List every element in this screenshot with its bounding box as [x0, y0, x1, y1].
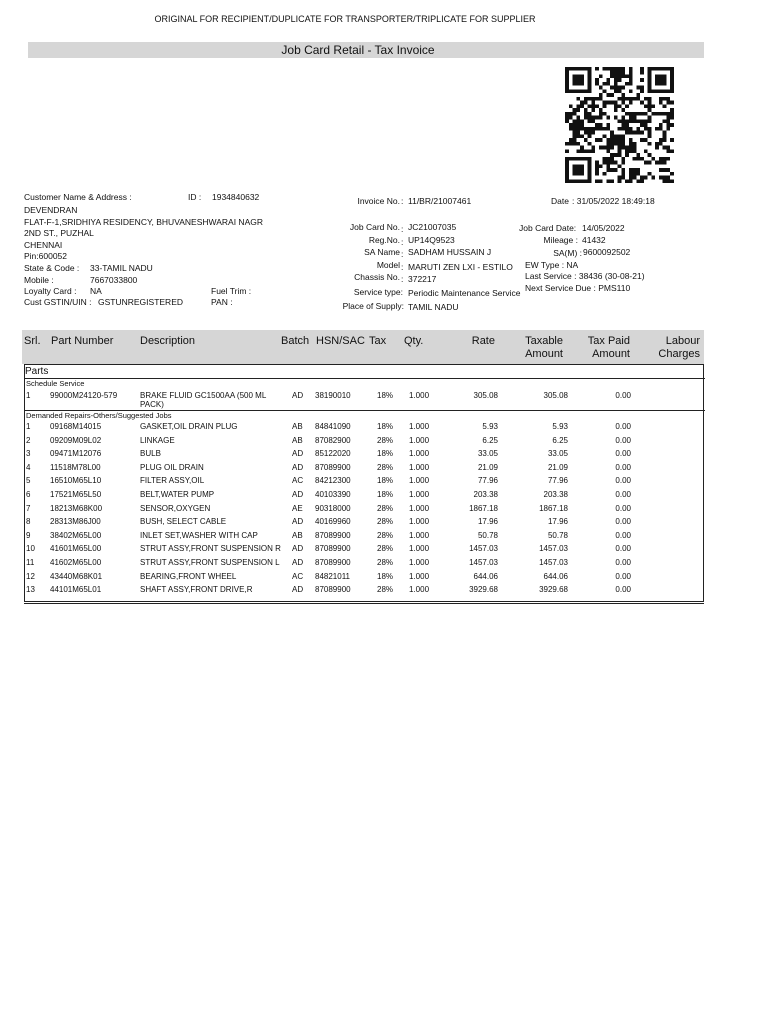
cell-srl: 3 [26, 449, 31, 459]
qr-code [565, 67, 674, 183]
cell-part: 43440M68K01 [50, 571, 103, 581]
cell-part: 41601M65L00 [50, 544, 102, 554]
cell-desc: BELT,WATER PUMP [140, 490, 215, 499]
cell-taxpaid: 0.00 [615, 517, 631, 527]
gstin-label: Cust GSTIN/UIN : [24, 297, 92, 307]
cell-part: 09209M09L02 [50, 435, 102, 445]
cell-hsn: 38190010 [315, 391, 351, 400]
chassis-label: Chassis No. [354, 272, 400, 282]
cell-tax: 28% [377, 530, 394, 540]
cell-batch: AD [292, 585, 304, 595]
col-batch: Batch [281, 335, 310, 347]
cell-batch: AC [292, 476, 304, 486]
cell-rate: 305.08 [473, 391, 498, 400]
table-row [25, 558, 705, 572]
customer-address-line2: 2ND ST., PUZHAL [24, 228, 94, 238]
cell-srl: 8 [26, 517, 31, 527]
cell-part: 44101M65L01 [50, 585, 102, 595]
cell-taxpaid: 0.00 [615, 544, 631, 554]
cell-tax: 28% [377, 435, 394, 445]
table-row [25, 585, 705, 599]
cell-srl: 10 [26, 544, 35, 554]
cell-desc-line2: PACK) [140, 400, 164, 409]
sa-m-label: SA(M) : [553, 248, 582, 258]
cell-hsn: 87089900 [315, 530, 351, 540]
copy-note: ORIGINAL FOR RECIPIENT/DUPLICATE FOR TRANSPORTER/TRIPLICATE FOR SUPPLIER [154, 14, 536, 24]
parts-section-label: Parts [25, 366, 49, 377]
cell-rate: 33.05 [477, 449, 498, 459]
cell-batch: AD [292, 490, 304, 499]
cell-srl: 2 [26, 435, 31, 445]
mileage-value: 41432 [582, 235, 606, 245]
cell-taxable: 3929.68 [539, 585, 568, 595]
gstin-value: GSTUNREGISTERED [98, 297, 184, 307]
cell-batch: AE [292, 503, 303, 513]
cell-qty: 1.000 [409, 490, 430, 499]
cell-rate: 17.96 [477, 517, 498, 527]
service-type-label: Service type: [353, 287, 403, 297]
cell-desc: GASKET,OIL DRAIN PLUG [140, 422, 238, 431]
cell-rate: 644.06 [473, 571, 498, 581]
cell-hsn: 84821011 [315, 571, 350, 581]
cell-part: 18213M68K00 [50, 503, 103, 513]
parts-table [24, 364, 704, 602]
col-rate: Rate [471, 335, 495, 347]
cell-tax: 18% [377, 449, 394, 459]
date-value: : 31/05/2022 18:49:18 [572, 196, 655, 206]
cell-part: 41602M65L00 [50, 558, 102, 567]
table-row [25, 449, 705, 463]
col-tax: Tax [369, 335, 387, 347]
cell-batch: AC [292, 571, 304, 581]
cell-part: 17521M65L50 [50, 490, 102, 499]
cell-desc: INLET SET,WASHER WITH CAP [140, 530, 258, 540]
cell-srl: 5 [26, 476, 31, 486]
col-hsn: HSN/SAC [316, 335, 365, 347]
schedule-service-label: Schedule Service [26, 379, 85, 388]
next-service: Next Service Due : PMS110 [525, 283, 631, 293]
cell-taxpaid: 0.00 [615, 490, 631, 499]
col-labour-2: Charges [658, 348, 700, 360]
cell-rate: 5.93 [482, 422, 498, 431]
mileage-label: Mileage : [543, 235, 578, 245]
customer-name-label: Customer Name & Address : [24, 192, 132, 202]
cell-rate: 6.25 [482, 435, 498, 445]
divider [25, 378, 705, 379]
table-row [25, 476, 705, 490]
cell-taxable: 21.09 [547, 462, 568, 472]
cell-tax: 18% [377, 391, 394, 400]
cell-desc: SENSOR,OXYGEN [140, 503, 211, 513]
ew-type: EW Type : NA [525, 260, 579, 270]
cell-taxpaid: 0.00 [615, 462, 631, 472]
col-qty: Qty. [404, 335, 424, 347]
table-row [25, 572, 705, 586]
cell-taxpaid: 0.00 [615, 476, 631, 486]
cell-tax: 28% [377, 503, 394, 513]
cell-srl: 12 [26, 571, 35, 581]
cell-desc: BEARING,FRONT WHEEL [140, 571, 237, 581]
cell-taxable: 77.96 [547, 476, 568, 486]
cell-tax: 28% [377, 462, 394, 472]
invoice-no-label: Invoice No. [357, 196, 400, 206]
demanded-repairs-label: Demanded Repairs-Others/Suggested Jobs [26, 411, 172, 420]
cell-qty: 1.000 [409, 530, 430, 540]
place-of-supply-label: Place of Supply: [342, 301, 404, 311]
cell-qty: 1.000 [409, 503, 430, 513]
col-srl: Srl. [24, 335, 41, 347]
cell-taxable: 644.06 [543, 571, 568, 581]
cell-hsn: 87082900 [315, 435, 351, 445]
job-card-no-value: JC21007035 [408, 222, 457, 232]
service-type-value: Periodic Maintenance Service [408, 288, 521, 298]
customer-city: CHENNAI [24, 240, 63, 250]
cell-hsn: 85122020 [315, 449, 351, 459]
cell-taxpaid: 0.00 [615, 449, 631, 459]
cell-rate: 1457.03 [469, 544, 498, 554]
col-taxable-1: Taxable [525, 335, 563, 347]
state-value: 33-TAMIL NADU [90, 263, 153, 273]
cell-hsn: 40103390 [315, 490, 351, 499]
cell-srl: 11 [26, 558, 35, 567]
date-label: Date [551, 196, 569, 206]
col-part-number: Part Number [51, 335, 114, 347]
sa-name-label: SA Name [364, 247, 400, 257]
cell-desc: STRUT ASSY,FRONT SUSPENSION L [140, 558, 280, 567]
cell-qty: 1.000 [409, 422, 430, 431]
cell-taxpaid: 0.00 [615, 571, 631, 581]
cell-part: 09471M12076 [50, 449, 102, 459]
invoice-no-value: 11/BR/21007461 [408, 196, 472, 206]
loyalty-label: Loyalty Card : [24, 286, 77, 296]
cell-srl: 1 [26, 391, 31, 400]
cell-hsn: 87089900 [315, 585, 351, 595]
cell-rate: 1867.18 [469, 503, 498, 513]
cell-hsn: 87089900 [315, 462, 351, 472]
table-row [25, 422, 705, 436]
cell-desc: LINKAGE [140, 435, 175, 445]
cell-srl: 4 [26, 462, 31, 472]
job-card-no-label: Job Card No. [349, 222, 400, 232]
cell-hsn: 87089900 [315, 558, 351, 567]
cell-taxable: 33.05 [547, 449, 568, 459]
cell-qty: 1.000 [409, 571, 430, 581]
cell-qty: 1.000 [409, 435, 430, 445]
reg-no-value: UP14Q9523 [408, 235, 455, 245]
cell-batch: AD [292, 558, 304, 567]
cell-desc: BRAKE FLUID GC1500AA (500 ML [140, 391, 267, 400]
cell-taxable: 6.25 [552, 435, 568, 445]
cell-rate: 1457.03 [469, 558, 498, 567]
cell-tax: 18% [377, 476, 394, 486]
cell-batch: AD [292, 449, 304, 459]
cell-rate: 21.09 [477, 462, 498, 472]
cell-hsn: 40169960 [315, 517, 351, 527]
cell-srl: 1 [26, 422, 31, 431]
chassis-value: 372217 [408, 274, 437, 284]
cell-rate: 77.96 [477, 476, 498, 486]
colon: : [401, 274, 404, 284]
cell-srl: 7 [26, 503, 31, 513]
cell-qty: 1.000 [409, 449, 430, 459]
cell-hsn: 84841090 [315, 422, 351, 431]
cell-batch: AB [292, 422, 303, 431]
sa-name-value: SADHAM HUSSAIN J [408, 247, 492, 257]
col-labour-1: Labour [665, 335, 700, 347]
cell-taxable: 305.08 [543, 391, 568, 400]
cell-taxpaid: 0.00 [615, 422, 631, 431]
table-bottom-line [24, 601, 704, 602]
cell-qty: 1.000 [409, 558, 430, 567]
loyalty-value: NA [90, 286, 102, 296]
cell-taxpaid: 0.00 [615, 530, 631, 540]
table-row [25, 463, 705, 477]
cell-taxable: 1457.03 [539, 558, 568, 567]
cell-tax: 28% [377, 585, 394, 595]
cell-taxable: 203.38 [543, 490, 568, 499]
cell-qty: 1.000 [409, 544, 430, 554]
fuel-trim-label: Fuel Trim : [211, 286, 252, 296]
colon: : [401, 224, 404, 234]
cell-part: 16510M65L10 [50, 476, 102, 486]
cell-qty: 1.000 [409, 585, 430, 595]
customer-address-line1: FLAT-F-1,SRIDHIYA RESIDENCY, BHUVANESHWARAI NAGR [24, 217, 263, 227]
cell-taxable: 5.93 [552, 422, 568, 431]
customer-id-label: ID : [188, 192, 202, 202]
cell-taxpaid: 0.00 [615, 435, 631, 445]
table-row [25, 436, 705, 450]
pan-label: PAN : [211, 297, 233, 307]
cell-taxpaid: 0.00 [615, 391, 631, 400]
cell-desc: FILTER ASSY,OIL [140, 476, 205, 486]
colon: : [401, 196, 404, 206]
cell-taxable: 17.96 [547, 517, 568, 527]
place-of-supply-value: TAMIL NADU [408, 302, 459, 312]
cell-qty: 1.000 [409, 517, 430, 527]
cell-srl: 9 [26, 530, 31, 540]
table-row [25, 490, 705, 504]
cell-taxable: 50.78 [547, 530, 568, 540]
cell-rate: 203.38 [473, 490, 498, 499]
table-row [25, 517, 705, 531]
colon: : [401, 262, 404, 272]
cell-hsn: 90318000 [315, 503, 351, 513]
cell-qty: 1.000 [409, 462, 430, 472]
cell-tax: 28% [377, 544, 394, 554]
table-row [25, 391, 705, 409]
cell-rate: 50.78 [477, 530, 498, 540]
customer-id-value: 1934840632 [212, 192, 260, 202]
cell-batch: AD [292, 462, 304, 472]
cell-desc: SHAFT ASSY,FRONT DRIVE,R [140, 585, 253, 595]
cell-hsn: 87089900 [315, 544, 351, 554]
cell-part: 11518M78L00 [50, 462, 101, 472]
col-taxpaid-1: Tax Paid [587, 335, 630, 347]
customer-pin: Pin:600052 [24, 251, 68, 261]
cell-part: 38402M65L00 [50, 530, 102, 540]
col-taxpaid-2: Amount [592, 348, 630, 360]
cell-batch: AD [292, 391, 304, 400]
document-title: Job Card Retail - Tax Invoice [281, 43, 435, 57]
cell-tax: 18% [377, 490, 394, 499]
last-service: Last Service : 38436 (30-08-21) [525, 271, 645, 281]
cell-batch: AB [292, 530, 303, 540]
cell-srl: 13 [26, 585, 35, 595]
table-bottom-line [24, 603, 704, 604]
model-label: Model [376, 260, 400, 270]
cell-qty: 1.000 [409, 391, 430, 400]
table-row [25, 504, 705, 518]
cell-tax: 18% [377, 422, 394, 431]
mobile-value: 7667033800 [90, 275, 138, 285]
cell-tax: 28% [377, 558, 394, 567]
table-row [25, 531, 705, 545]
date-text: 31/05/2022 18:49:18 [576, 196, 655, 206]
cell-tax: 28% [377, 517, 394, 527]
cell-taxpaid: 0.00 [615, 585, 631, 595]
cell-batch: AD [292, 517, 304, 527]
cell-batch: AB [292, 435, 303, 445]
cell-taxpaid: 0.00 [615, 558, 631, 567]
cell-desc: STRUT ASSY,FRONT SUSPENSION R [140, 544, 281, 554]
cell-rate: 3929.68 [469, 585, 498, 595]
sa-m-value: 9600092502 [583, 247, 631, 257]
cell-taxable: 1457.03 [539, 544, 568, 554]
cell-desc: BUSH, SELECT CABLE [140, 517, 227, 527]
job-card-date-label: Job Card Date: [519, 223, 577, 233]
colon: : [401, 249, 404, 259]
colon: : [401, 237, 404, 247]
cell-srl: 6 [26, 490, 31, 499]
state-label: State & Code : [24, 263, 80, 273]
cell-part: 99000M24120-579 [50, 391, 118, 400]
col-taxable-2: Amount [525, 348, 563, 360]
cell-desc: PLUG OIL DRAIN [140, 462, 204, 472]
table-row [25, 544, 705, 558]
job-card-date-value: 14/05/2022 [582, 223, 625, 233]
mobile-label: Mobile : [24, 275, 54, 285]
cell-tax: 18% [377, 571, 394, 581]
cell-batch: AD [292, 544, 304, 554]
cell-taxable: 1867.18 [539, 503, 568, 513]
customer-name: DEVENDRAN [24, 205, 78, 215]
cell-part: 28313M86J00 [50, 517, 101, 527]
cell-qty: 1.000 [409, 476, 430, 486]
cell-taxpaid: 0.00 [615, 503, 631, 513]
cell-part: 09168M14015 [50, 422, 102, 431]
cell-hsn: 84212300 [315, 476, 351, 486]
reg-no-label: Reg.No. [368, 235, 400, 245]
cell-desc: BULB [140, 449, 161, 459]
model-value: MARUTI ZEN LXI - ESTILO [408, 262, 513, 272]
col-description: Description [140, 335, 196, 347]
